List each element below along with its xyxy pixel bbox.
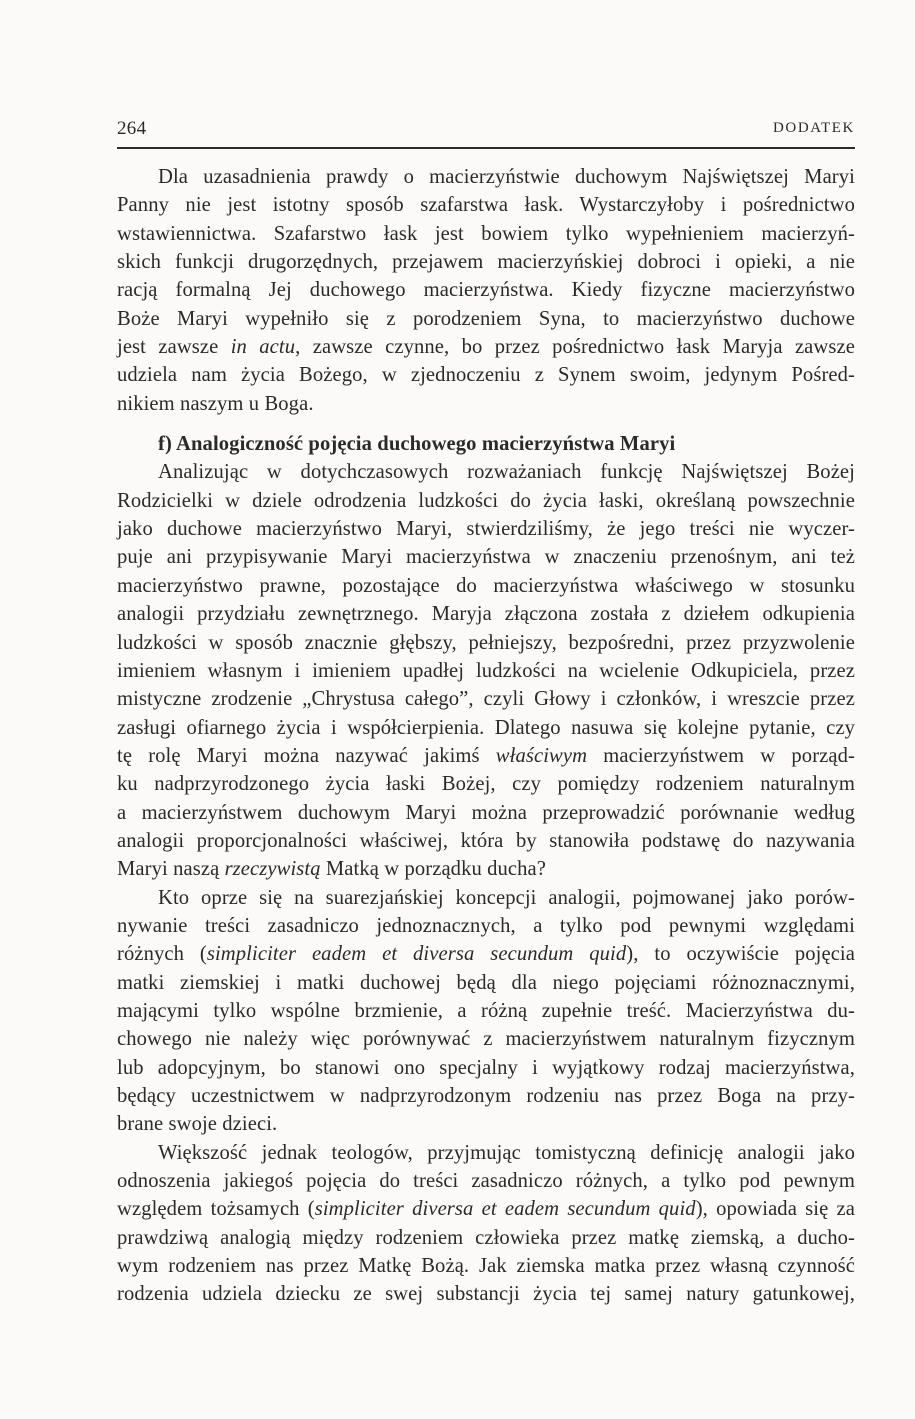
text-line: jako duchowe macierzyństwo Maryi, stwierdziliśmy, że jego treści nie wyczer-	[117, 518, 855, 541]
text-line: wstawiennictwa. Szafarstwo łask jest bowiem tylko wypełnieniem macierzyń-	[117, 222, 855, 245]
text-line	[117, 855, 855, 883]
text-line: Boże Maryi wypełniło się z porodzeniem Syna, to macierzyństwo duchowe	[117, 307, 855, 330]
page-header	[117, 118, 855, 148]
body-text	[117, 163, 855, 1309]
text-line: mającymi tylko wspólne brzmienie, a różną zupełnie treść. Macierzyństwa du-	[117, 999, 855, 1022]
text-line	[117, 742, 855, 770]
text-run: względem tożsamych (	[117, 1198, 315, 1221]
text-line	[117, 333, 855, 361]
section-heading: f) Analogiczność pojęcia duchowego macierzyństwa Maryi	[158, 433, 676, 456]
italic-term: właściwym	[495, 744, 588, 767]
text-run: jest zawsze	[117, 336, 231, 359]
text-line: Dla uzasadnienia prawdy o macierzyństwie duchowym Najświętszej Maryi	[158, 166, 855, 188]
text-line: racją formalną Jej duchowego macierzyństwa. Kiedy fizyczne macierzyństwo	[117, 279, 855, 302]
text-run: Matką w porządku ducha?	[320, 858, 547, 881]
text-line: nikiem naszym u Boga.	[117, 392, 314, 415]
text-line: będący uczestnictwem w nadprzyrodzonym rodzeniu nas przez Boga na przy-	[117, 1085, 855, 1107]
text-line: Analizując w dotychczasowych rozważaniach funkcję Najświętszej Bożej	[158, 461, 855, 484]
text-line: analogii przydziału zewnętrznego. Maryja złączona została z dziełem odkupienia	[117, 603, 855, 626]
text-line: ludzkości w sposób znacznie głębszy, pełniejszy, bezpośredni, przez przyzwolenie	[117, 631, 855, 654]
text-line: lub adopcyjnym, bo stanowi ono specjalny i wyjątkowy rodzaj macierzyństwa,	[117, 1056, 855, 1079]
text-line: chowego nie należy więc porównywać z macierzyństwem naturalnym fizycznym	[117, 1028, 855, 1051]
italic-term: simpliciter diversa et eadem secundum quid	[314, 1198, 696, 1221]
text-run: Maryi naszą	[117, 858, 225, 881]
text-line: brane swoje dzieci.	[117, 1113, 278, 1136]
text-line	[117, 1195, 855, 1223]
text-line: puje ani przypisywanie Maryi macierzyństwa w znaczeniu przenośnym, ani też	[117, 546, 855, 569]
text-line: analogii proporcjonalności właściwej, która by stanowiła podstawę do nazywania	[117, 829, 855, 852]
text-run: , zawsze czynne, bo przez pośrednictwo łask Maryja zawsze	[295, 336, 855, 359]
text-line	[117, 940, 855, 968]
text-line: matki ziemskiej i matki duchowej będą dla niego pojęciami różnoznacznymi,	[117, 971, 855, 994]
text-line: Kto oprze się na suarezjańskiej koncepcji analogii, pojmowanej jako porów-	[158, 886, 855, 909]
text-line: Większość jednak teologów, przyjmując tomistyczną definicję analogii jako	[158, 1141, 855, 1164]
page-number: 264	[117, 118, 147, 139]
text-line: mistyczne zrodzenie „Chrystusa całego”, czyli Głowy i członków, i wreszcie przez	[117, 688, 855, 711]
text-run: ), to oczywiście pojęcia	[626, 943, 855, 966]
header-rule	[117, 147, 855, 149]
text-line: Rodzicielki w dziele odrodzenia ludzkości do życia łaski, określaną powszechnie	[117, 489, 855, 512]
text-line: rodzenia udziela dziecku ze swej substancji życia tej samej natury gatunkowej,	[117, 1283, 855, 1306]
text-line: macierzyństwo prawne, pozostające do macierzyństwa właściwego w stosunku	[117, 574, 855, 597]
text-run: tę rolę Maryi można nazywać jakimś	[117, 744, 496, 767]
text-line: nywanie treści zasadniczo jednoznacznych, a tylko pod pewnymi względami	[117, 914, 855, 937]
text-line: odnoszenia jakiegoś pojęcia do treści zasadniczo różnych, a tylko pod pewnym	[117, 1170, 855, 1193]
text-run: różnych (	[117, 943, 207, 966]
italic-term: simpliciter eadem et diversa secundum quid	[206, 943, 627, 966]
text-line: wym rodzeniem nas przez Matkę Bożą. Jak ziemska matka przez własną czynność	[117, 1255, 855, 1278]
text-line: skich funkcji drugorzędnych, przejawem macierzyńskiej dobroci i opieki, a nie	[117, 251, 855, 274]
text-line: zasługi ofiarnego życia i współcierpienia. Dlatego nasuwa się kolejne pytanie, czy	[117, 716, 855, 739]
running-head: DODATEK	[772, 120, 855, 136]
text-line: ku nadprzyrodzonego życia łaski Bożej, czy pomiędzy rodzeniem naturalnym	[117, 773, 855, 796]
text-line: Panny nie jest istotny sposób szafarstwa łask. Wystarczyłoby i pośrednictwo	[117, 194, 855, 217]
text-line: a macierzyństwem duchowym Maryi można przeprowadzić porównanie według	[117, 801, 855, 824]
italic-term: rzeczywistą	[224, 858, 321, 881]
text-line: udziela nam życia Bożego, w zjednoczeniu z Synem swoim, jedynym Pośred-	[117, 364, 855, 387]
text-line: imieniem własnym i imieniem upadłej ludzkości na wcielenie Odkupiciela, przez	[117, 659, 855, 682]
text-run: ), opowiada się za	[695, 1198, 855, 1221]
text-run: macierzyństwem w porząd-	[587, 744, 855, 767]
text-line: prawdziwą analogią między rodzeniem człowieka przez matkę ziemską, a ducho-	[117, 1226, 855, 1249]
italic-term: in actu	[230, 336, 296, 359]
